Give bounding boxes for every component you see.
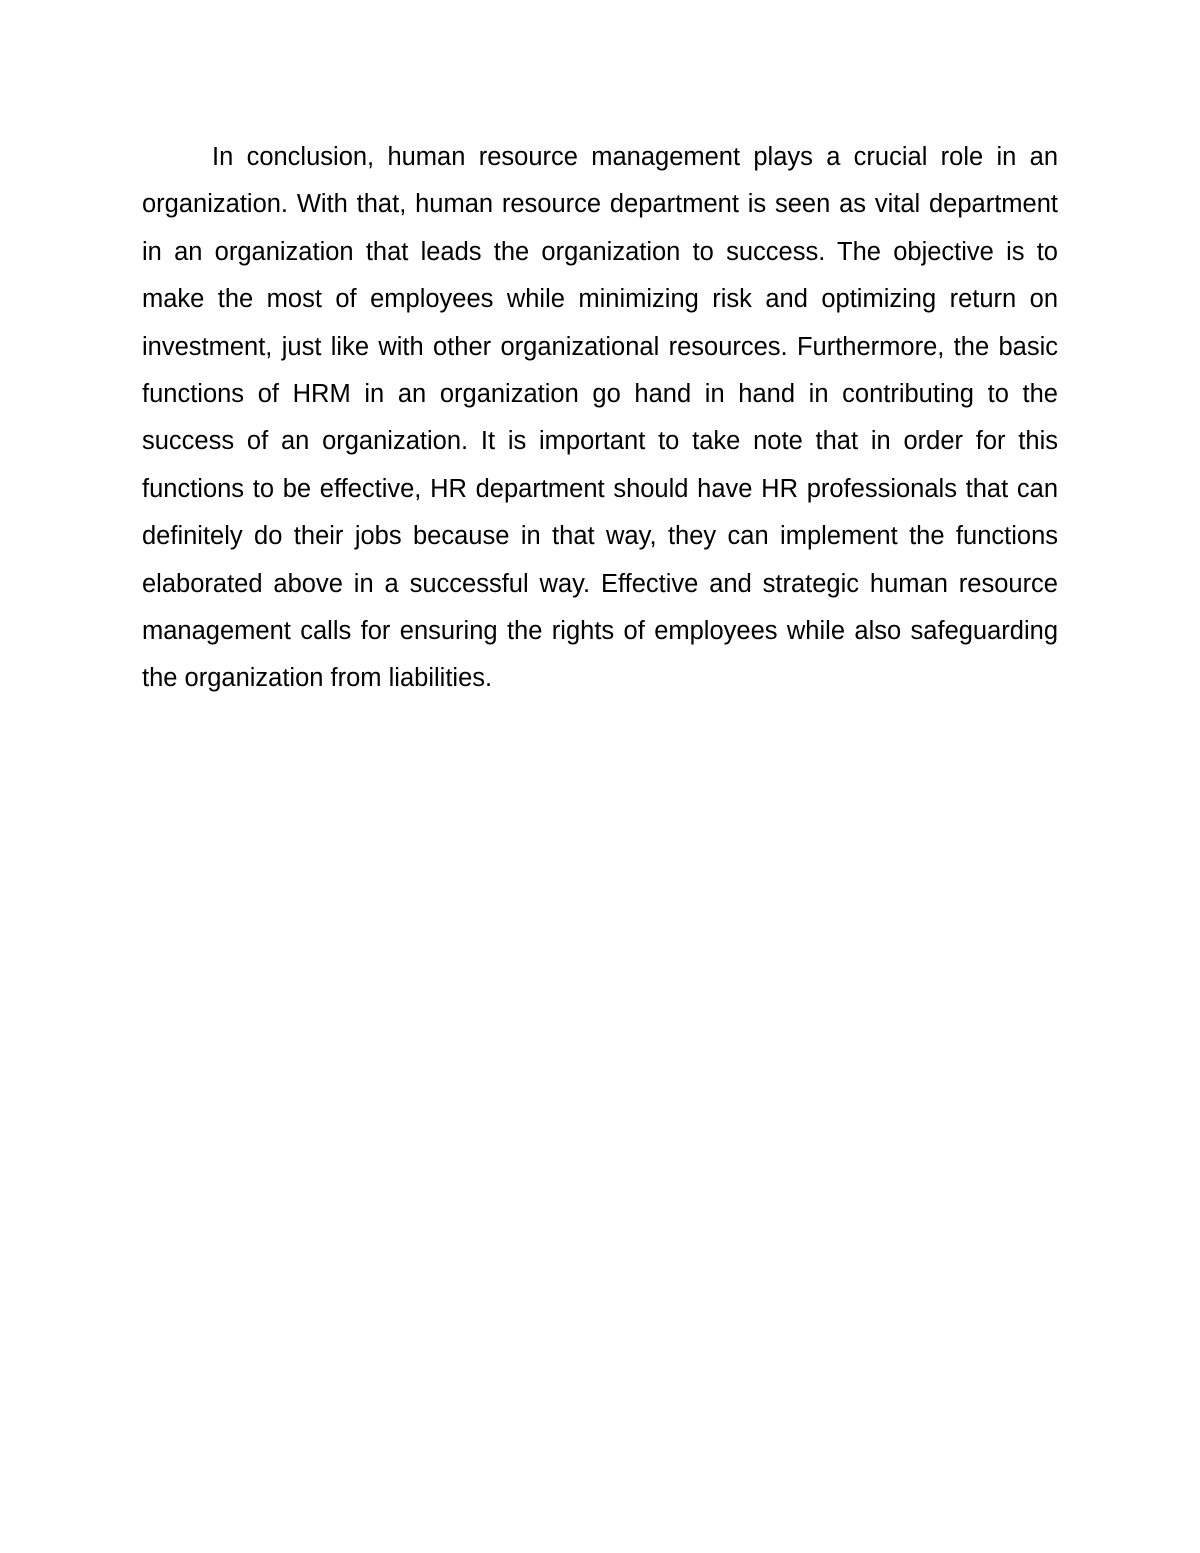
conclusion-paragraph: In conclusion, human resource management plays a crucial role in an organization. With that, human resource department is seen as vital department in an organization that leads the organization to success. The objective is to make the most of employees while minimizing risk and optimizing return on investment, just like with other organizational resources. Furthermore, the basic functions of HRM in an organization go hand in hand in contributing to the success of an organization. It is important to take note that in order for this functions to be effective, HR department should have HR professionals that can definitely do their jobs because in that way, they can implement the functions elaborated above in a successful way. Effective and strategic human resource management calls for ensuring the rights of employees while also safeguarding the organization from liabilities. <box>142 143 1058 693</box>
